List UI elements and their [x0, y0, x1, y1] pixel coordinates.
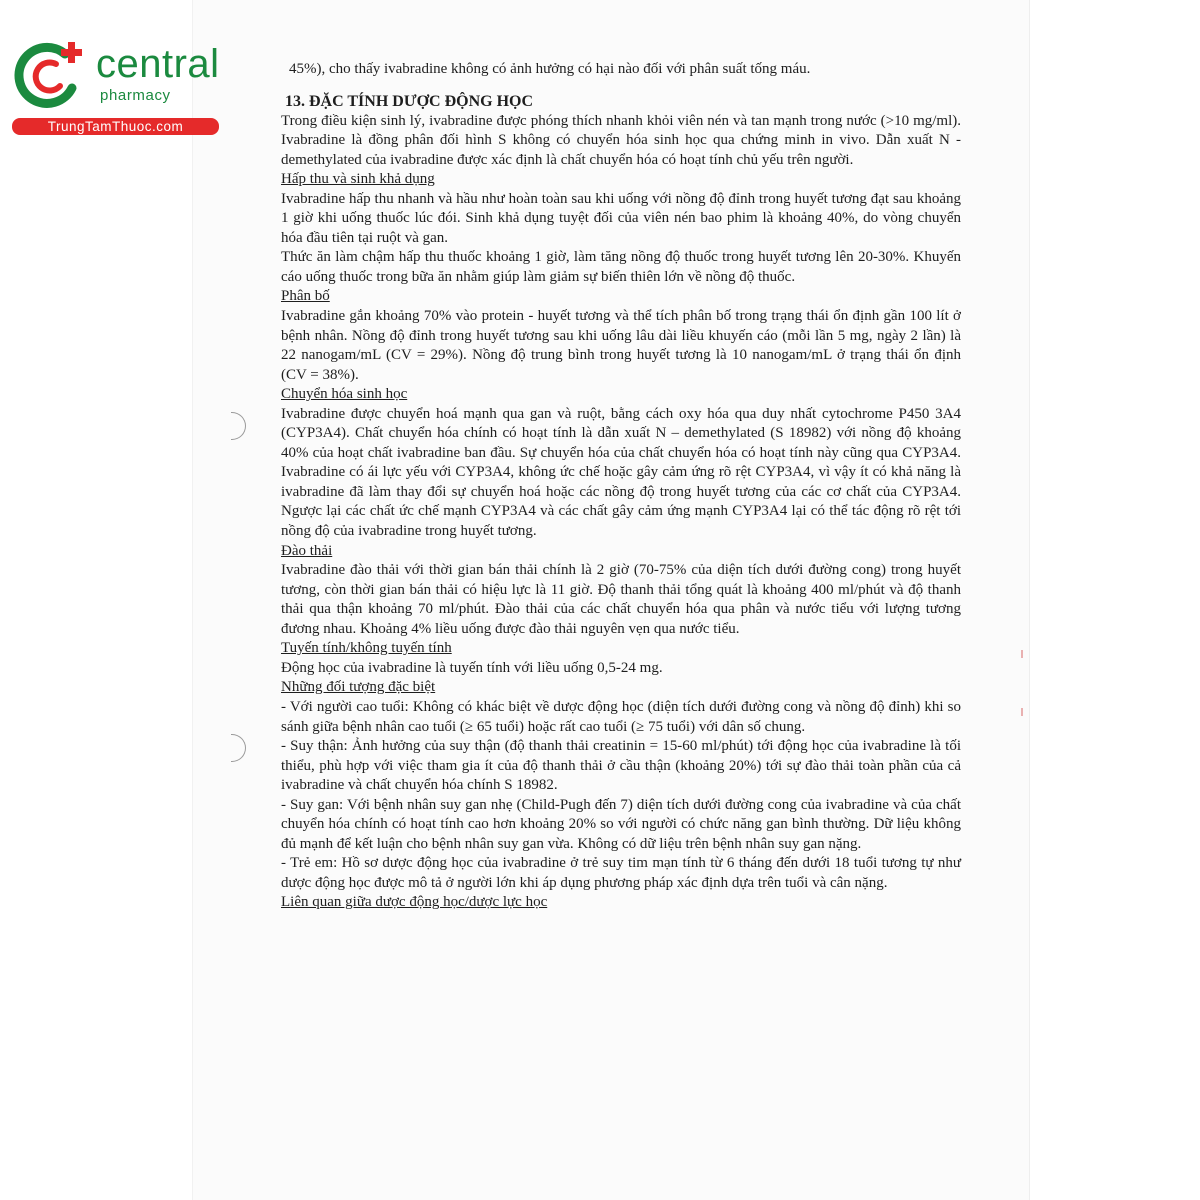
section-heading: 13. ĐẶC TÍNH DƯỢC ĐỘNG HỌC [285, 92, 534, 110]
central-pharmacy-logo [10, 38, 220, 138]
scan-mark [1021, 708, 1023, 716]
hepatic-paragraph: - Suy gan: Với bệnh nhân suy gan nhẹ (Child-Pugh đến 7) diện tích dưới đường cong của ivabradine và của chất chuyển hóa chính có hoạt tính cao hơn khoảng 20% so với người có chức năng gan bình thường. Dữ liệu không đủ mạnh để kết luận cho bệnh nhân suy gan vừa. Không có dữ liệu trên bệnh nhân suy gan nặng. [281, 796, 961, 852]
pharmacy-cross-logo-icon [10, 38, 90, 110]
overview-paragraph: Trong điều kiện sinh lý, ivabradine được phóng thích nhanh khỏi viên nén và tan mạnh trong nước (>10 mg/ml). Ivabradine là đồng phân đối hình S không có chuyển hóa sinh học qua chứng minh in vivo. Dẫn xuất N - demethylated của ivabradine được xác định là chất chuyển hóa có hoạt tính chủ yếu trên người. [281, 112, 961, 168]
subheading-distribution: Phân bố [281, 288, 330, 305]
subheading-absorption: Hấp thu và sinh khả dụng [281, 171, 435, 188]
subheading-pk-pd-relationship: Liên quan giữa dược động học/dược lực học [281, 894, 548, 911]
logo-brand-name: central [96, 42, 220, 86]
logo-website-banner: TrungTamThuoc.com [12, 118, 219, 135]
absorption-paragraph: Ivabradine hấp thu nhanh và hầu như hoàn toàn sau khi uống với nồng độ đỉnh trong huyết tương đạt sau khoảng 1 giờ khi uống thuốc lúc đói. Sinh khả dụng tuyệt đối của viên nén bao phim là khoảng 40%, do vòng chuyển hóa đầu tiên tại ruột và gan. [281, 190, 961, 246]
intro-paragraph: 45%), cho thấy ivabradine không có ảnh hưởng có hại nào đối với phân suất tống máu. [289, 61, 811, 77]
elderly-paragraph: - Với người cao tuổi: Không có khác biệt về dược động học (diện tích dưới đường cong và nồng độ đỉnh) khi so sánh giữa bệnh nhân cao tuổi (≥ 65 tuổi) hoặc rất cao tuổi (≥ 75 tuổi) với dân số chung. [281, 698, 961, 735]
distribution-paragraph: Ivabradine gắn khoảng 70% vào protein - huyết tương và thể tích phân bố trong trạng thái ổn định gần 100 lít ở bệnh nhân. Nồng độ đỉnh trong huyết tương sau khi uống lâu dài liều khuyến cáo (mỗi lần 5 mg, ngày 2 lần) là 22 nanogam/mL (CV = 29%). Nồng độ trung bình trong huyết tương là 10 nanogam/mL ở trạng thái ổn định (CV = 38%). [281, 308, 961, 383]
subheading-metabolism: Chuyển hóa sinh học [281, 386, 408, 403]
scan-mark [1021, 650, 1023, 658]
food-effect-paragraph: Thức ăn làm chậm hấp thu thuốc khoảng 1 giờ, làm tăng nồng độ thuốc trong huyết tương lên 20-30%. Khuyến cáo uống thuốc trong bữa ăn nhằm giúp làm giảm sự biến thiên lớn về nồng độ thuốc. [281, 249, 961, 285]
subheading-special-populations: Những đối tượng đặc biệt [281, 679, 436, 696]
document-content [281, 60, 961, 913]
logo-subtitle: pharmacy [100, 87, 171, 104]
metabolism-paragraph: Ivabradine được chuyển hoá mạnh qua gan và ruột, bằng cách oxy hóa qua duy nhất cytochrome P450 3A4 (CYP3A4). Chất chuyển hóa chính có hoạt tính là dẫn xuất N – demethylated (S 18982) với nồng độ khoảng 40% của hoạt chất ivabradine ban đầu. Sự chuyển hóa của chất chuyển hóa có hoạt tính này cũng qua CYP3A4. Ivabradine có ái lực yếu với CYP3A4, không ức chế hoặc gây cảm ứng rõ rệt CYP3A4, vì vậy ít có khả năng là ivabradine đã làm thay đổi sự chuyển hoá hoặc các nồng độ trong huyết tương của các cơ chất của CYP3A4. Ngược lại các chất ức chế mạnh CYP3A4 và các chất gây cảm ứng mạnh CYP3A4 lại có thể tác động rõ rệt tới nồng độ của ivabradine trong huyết tương. [281, 405, 961, 540]
linearity-paragraph: Động học của ivabradine là tuyến tính với liều uống 0,5-24 mg. [281, 659, 663, 676]
children-paragraph: - Trẻ em: Hồ sơ dược động học của ivabradine ở trẻ suy tim mạn tính từ 6 tháng đến dưới 18 tuổi tương tự như dược động học được mô tả ở người lớn khi áp dụng phương pháp xác định dựa trên tuổi và cân nặng. [281, 855, 961, 891]
subheading-elimination: Đào thải [281, 542, 333, 559]
elimination-paragraph: Ivabradine đào thải với thời gian bán thải chính là 2 giờ (70-75% của diện tích dưới đường cong) trong huyết tương, còn thời gian bán thải có hiệu lực là 11 giờ. Độ thanh thải tổng quát là khoảng 400 ml/phút và độ thanh thải qua thận khoảng 70 ml/phút. Đào thải của các chất chuyển hóa qua phân và nước tiểu với lượng tương đương nhau. Khoảng 4% liều uống được đào thải nguyên vẹn qua nước tiểu. [281, 562, 961, 637]
subheading-linearity: Tuyến tính/không tuyến tính [281, 640, 452, 657]
renal-paragraph: - Suy thận: Ảnh hưởng của suy thận (độ thanh thải creatinin = 15-60 ml/phút) tới động học của ivabradine là tối thiểu, phù hợp với việc tham gia ít của độ thanh thải ở cầu thận (khoảng 20%) tới sự đào thải toàn phần của cả ivabradine và chất chuyển hóa chính S 18982. [281, 738, 961, 794]
